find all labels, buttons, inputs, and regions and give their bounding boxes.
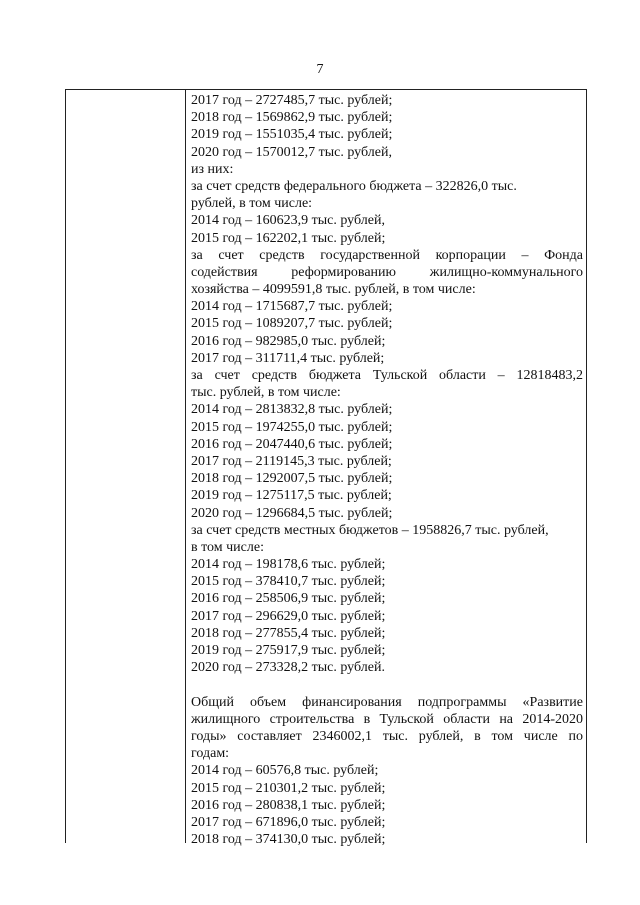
text-line: 2019 год – 1275117,5 тыс. рублей; bbox=[191, 488, 392, 504]
text-line: 2017 год – 2727485,7 тыс. рублей; bbox=[191, 93, 393, 108]
text-line: хозяйства – 4099591,8 тыс. рублей, в том числе: bbox=[191, 282, 476, 298]
text-line: 2015 год – 1974255,0 тыс. рублей; bbox=[191, 419, 393, 435]
funding-table bbox=[65, 89, 587, 848]
text-line: 2016 год – 982985,0 тыс. рублей; bbox=[191, 333, 386, 349]
text-line: годам: bbox=[191, 746, 230, 762]
text-line: 2014 год – 60576,8 тыс. рублей; bbox=[191, 763, 379, 779]
text-line: содействия реформированию жилищно-коммунального bbox=[191, 264, 583, 280]
text-line: 2014 год – 1715687,7 тыс. рублей; bbox=[191, 299, 393, 315]
text-line: 2017 год – 311711,4 тыс. рублей; bbox=[191, 350, 385, 366]
text-line: 2015 год – 210301,2 тыс. рублей; bbox=[191, 780, 386, 796]
text-line: 2016 год – 258506,9 тыс. рублей; bbox=[191, 591, 386, 607]
text-line: за счет средств государственной корпорации – Фонда bbox=[191, 247, 583, 263]
paragraph-gap bbox=[191, 676, 583, 693]
funding-cell bbox=[191, 92, 583, 848]
text-line: 2014 год – 198178,6 тыс. рублей; bbox=[191, 557, 386, 573]
text-line: 2015 год – 378410,7 тыс. рублей; bbox=[191, 574, 386, 590]
text-line: тыс. рублей, в том числе: bbox=[191, 385, 341, 401]
column-divider bbox=[185, 90, 186, 843]
text-line: 2018 год – 1569862,9 тыс. рублей; bbox=[191, 110, 393, 126]
page-number: 7 bbox=[316, 62, 324, 77]
text-line: за счет средств федерального бюджета – 322826,0 тыс. bbox=[191, 178, 517, 194]
text-line: рублей, в том числе: bbox=[191, 196, 313, 212]
text-line: в том числе: bbox=[191, 539, 264, 555]
text-line: Общий объем финансирования подпрограммы «Развитие bbox=[191, 694, 583, 710]
text-line: 2017 год – 296629,0 тыс. рублей; bbox=[191, 608, 386, 624]
text-line: за счет средств бюджета Тульской области – 12818483,2 bbox=[191, 368, 583, 383]
text-line: годы» составляет 2346002,1 тыс. рублей, в том числе по bbox=[191, 728, 583, 744]
text-line: 2016 год – 280838,1 тыс. рублей; bbox=[191, 797, 386, 813]
text-line: 2020 год – 273328,2 тыс. рублей. bbox=[191, 660, 385, 676]
text-line: из них: bbox=[191, 161, 234, 177]
text-line: за счет средств местных бюджетов – 1958826,7 тыс. рублей, bbox=[191, 522, 549, 538]
text-line: 2015 год – 1089207,7 тыс. рублей; bbox=[191, 316, 393, 332]
text-line: 2018 год – 1292007,5 тыс. рублей; bbox=[191, 471, 393, 487]
text-line: 2014 год – 2813832,8 тыс. рублей; bbox=[191, 402, 393, 418]
text-line: 2015 год – 162202,1 тыс. рублей; bbox=[191, 230, 386, 246]
text-line: 2017 год – 671896,0 тыс. рублей; bbox=[191, 814, 386, 830]
text-line: 2014 год – 160623,9 тыс. рублей, bbox=[191, 213, 385, 229]
text-line: 2017 год – 2119145,3 тыс. рублей; bbox=[191, 453, 392, 469]
text-line: 2020 год – 1296684,5 тыс. рублей; bbox=[191, 505, 393, 521]
text-line: 2018 год – 277855,4 тыс. рублей; bbox=[191, 625, 386, 641]
text-line: 2019 год – 1551035,4 тыс. рублей; bbox=[191, 127, 393, 143]
text-line: жилищного строительства в Тульской области на 2014-2020 bbox=[191, 711, 583, 727]
text-line: 2018 год – 374130,0 тыс. рублей; bbox=[191, 832, 386, 848]
text-line: 2016 год – 2047440,6 тыс. рублей; bbox=[191, 436, 393, 452]
text-line: 2020 год – 1570012,7 тыс. рублей, bbox=[191, 144, 392, 160]
text-line: 2019 год – 275917,9 тыс. рублей; bbox=[191, 643, 386, 658]
